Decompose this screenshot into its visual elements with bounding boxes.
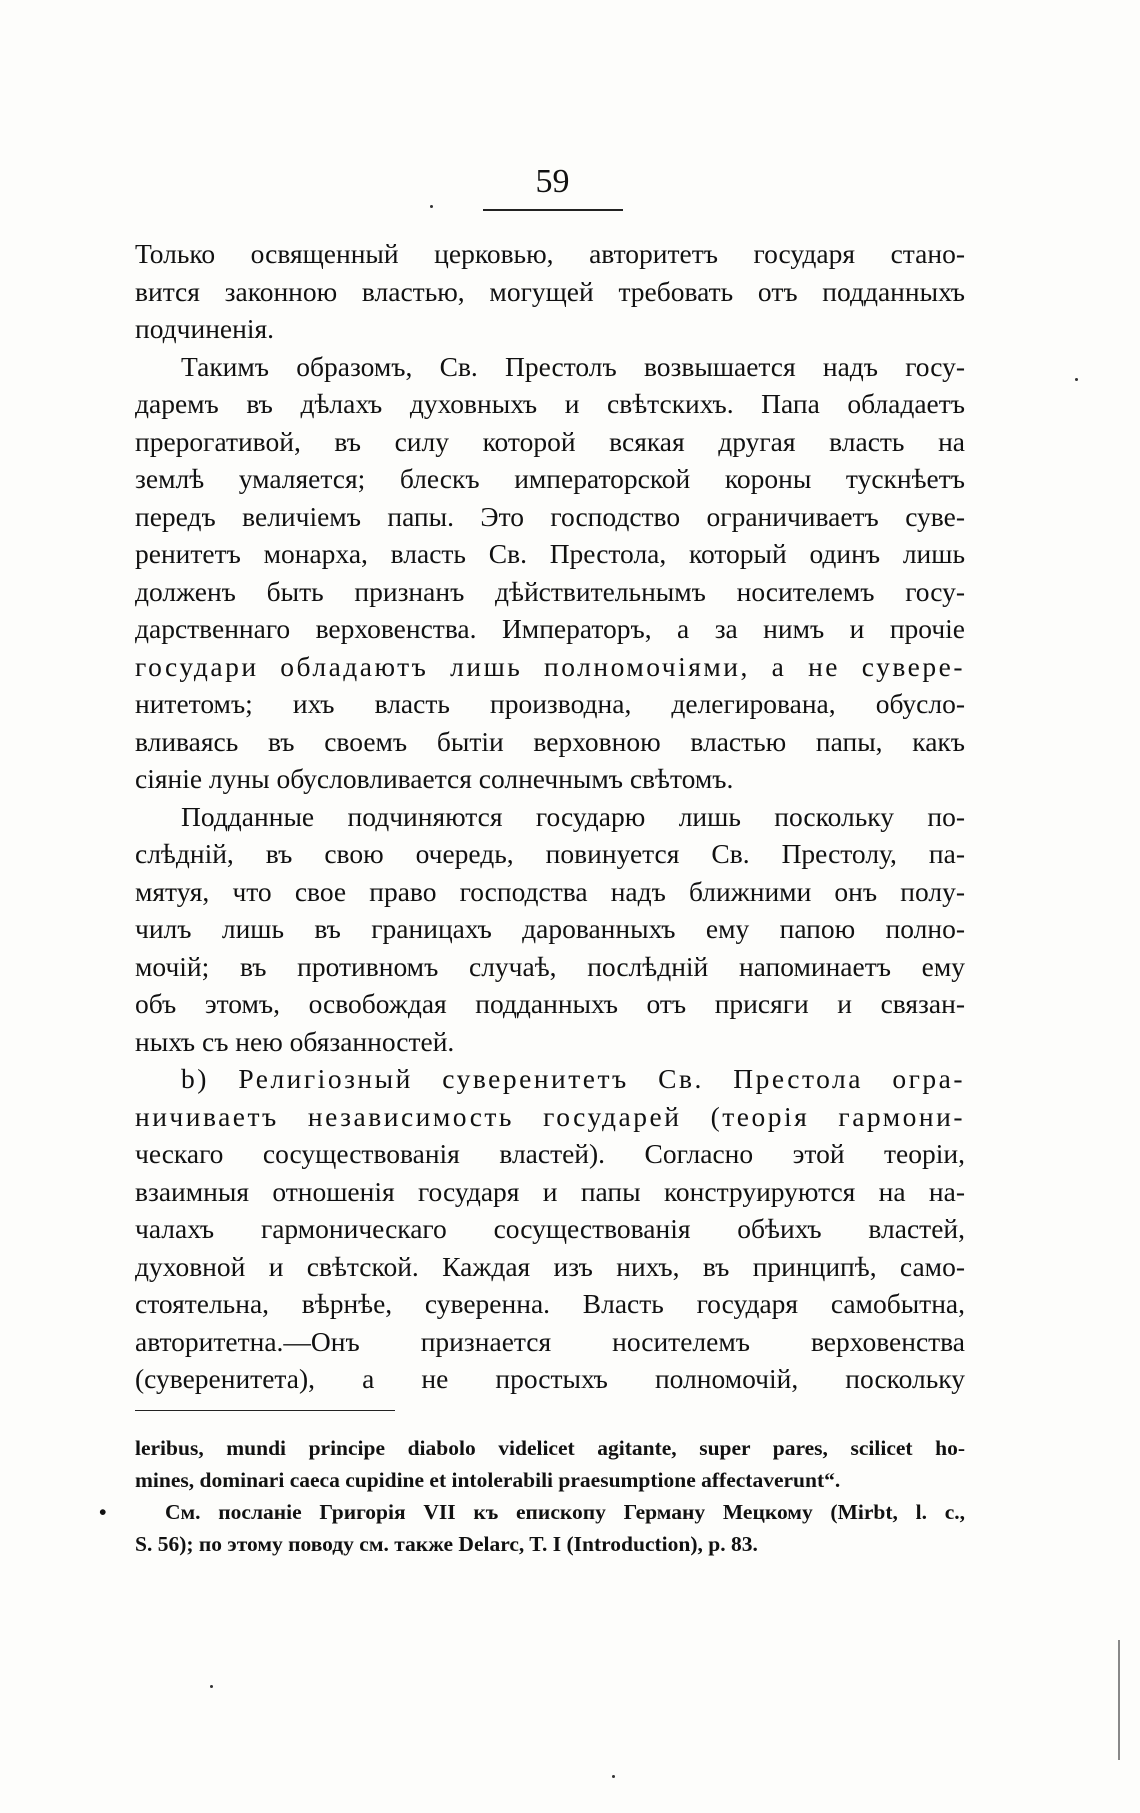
scan-speck: [1075, 378, 1078, 381]
text-line: объ этомъ, освобождая подданныхъ отъ присяги и связан-: [135, 988, 965, 1019]
text-line: (суверенитета), а не простыхъ полномочій, поскольку: [135, 1363, 965, 1394]
footnote-line: [99, 1496, 965, 1528]
page-number: 59: [535, 163, 570, 200]
text-line: взаимныя отношенія государя и папы конструируются на на-: [135, 1175, 965, 1207]
text-line: мочій; въ противномъ случаѣ, послѣдній напоминаетъ ему: [135, 950, 965, 982]
scan-speck: [612, 1775, 615, 1778]
text-line: даремъ въ дѣлахъ духовныхъ и свѣтскихъ. Папа обладаетъ: [135, 388, 965, 419]
text-line: мятуя, что свое право господства надъ ближними онъ полу-: [135, 875, 965, 907]
text-line: сіяніе луны обусловливается солнечнымъ свѣтомъ.: [135, 763, 734, 794]
text-line: землѣ умаляется; блескъ императорской короны тускнѣетъ: [135, 463, 965, 494]
text-line: передъ величіемъ папы. Это господство ограничиваетъ суве-: [135, 500, 965, 532]
text-line: вится законною властью, могущей требовать отъ подданныхъ: [135, 275, 965, 307]
scan-edge-mark: [1118, 1640, 1120, 1760]
text-line: слѣдній, въ свою очередь, повинуется Св. Престолу, па-: [135, 838, 965, 869]
text-line: ныхъ съ нею обязанностей.: [135, 1025, 455, 1057]
page-header: [480, 165, 625, 211]
text-line: Такимъ образомъ, Св. Престолъ возвышается надъ госу-: [181, 350, 965, 382]
text-line: вливаясь въ своемъ бытіи верховною властью папы, какъ: [135, 725, 965, 757]
footnote-line: mines, dominari caeca cupidine et intolerabili praesumptione affectaverunt“.: [135, 1468, 841, 1492]
footnote-line: S. 56); по этому поводу см. также Delarc, T. I (Introduction), p. 83.: [135, 1532, 758, 1556]
text-line: подчиненія.: [135, 313, 275, 344]
footnotes: [99, 1432, 965, 1560]
text-line: чалахъ гармоническаго сосуществованія обѣихъ властей,: [135, 1213, 965, 1244]
text-line: долженъ быть признанъ дѣйствительнымъ носителемъ госу-: [135, 575, 965, 607]
text-line: ческаго сосуществованія властей). Согласно этой теоріи,: [135, 1138, 965, 1169]
text-line: b) Религіозный суверенитетъ Св. Престола огра-: [181, 1063, 965, 1094]
body-text: [135, 235, 965, 1398]
text-line: Подданные подчиняются государю лишь поскольку по-: [181, 800, 965, 832]
footnote-marker: •: [99, 1500, 107, 1524]
footnote-rule: [135, 1410, 395, 1411]
text-line: дарственнаго верховенства. Императоръ, а за нимъ и прочіе: [135, 613, 965, 644]
header-rule: [483, 209, 623, 211]
text-line: прерогативой, въ силу которой всякая другая власть на: [135, 425, 965, 457]
text-line: ренитетъ монарха, власть Св. Престола, который одинъ лишь: [135, 538, 965, 569]
footnote-line: leribus, mundi principe diabolo videlicet agitante, super pares, scilicet ho-: [135, 1436, 965, 1460]
text-line: ничиваетъ независимость государей (теорія гармони-: [135, 1100, 965, 1132]
footnote-text: См. посланіе Григорія VII къ епископу Герману Мецкому (Mirbt, l. c.,: [165, 1500, 965, 1524]
scan-speck: [210, 1685, 213, 1688]
scan-speck: [430, 205, 433, 208]
text-line: стоятельна, вѣрнѣе, суверенна. Власть государя самобытна,: [135, 1288, 965, 1319]
text-line: духовной и свѣтской. Каждая изъ нихъ, въ принципѣ, само-: [135, 1250, 965, 1282]
text-line: нитетомъ; ихъ власть производна, делегирована, обусло-: [135, 688, 965, 719]
text-line: чилъ лишь въ границахъ дарованныхъ ему папою полно-: [135, 913, 965, 944]
text-line: государи обладаютъ лишь полномочіями, а не сувере-: [135, 650, 965, 682]
text-line: Только освященный церковью, авторитетъ государя стано-: [135, 238, 965, 269]
text-line: авторитетна.—Онъ признается носителемъ верховенства: [135, 1325, 965, 1357]
